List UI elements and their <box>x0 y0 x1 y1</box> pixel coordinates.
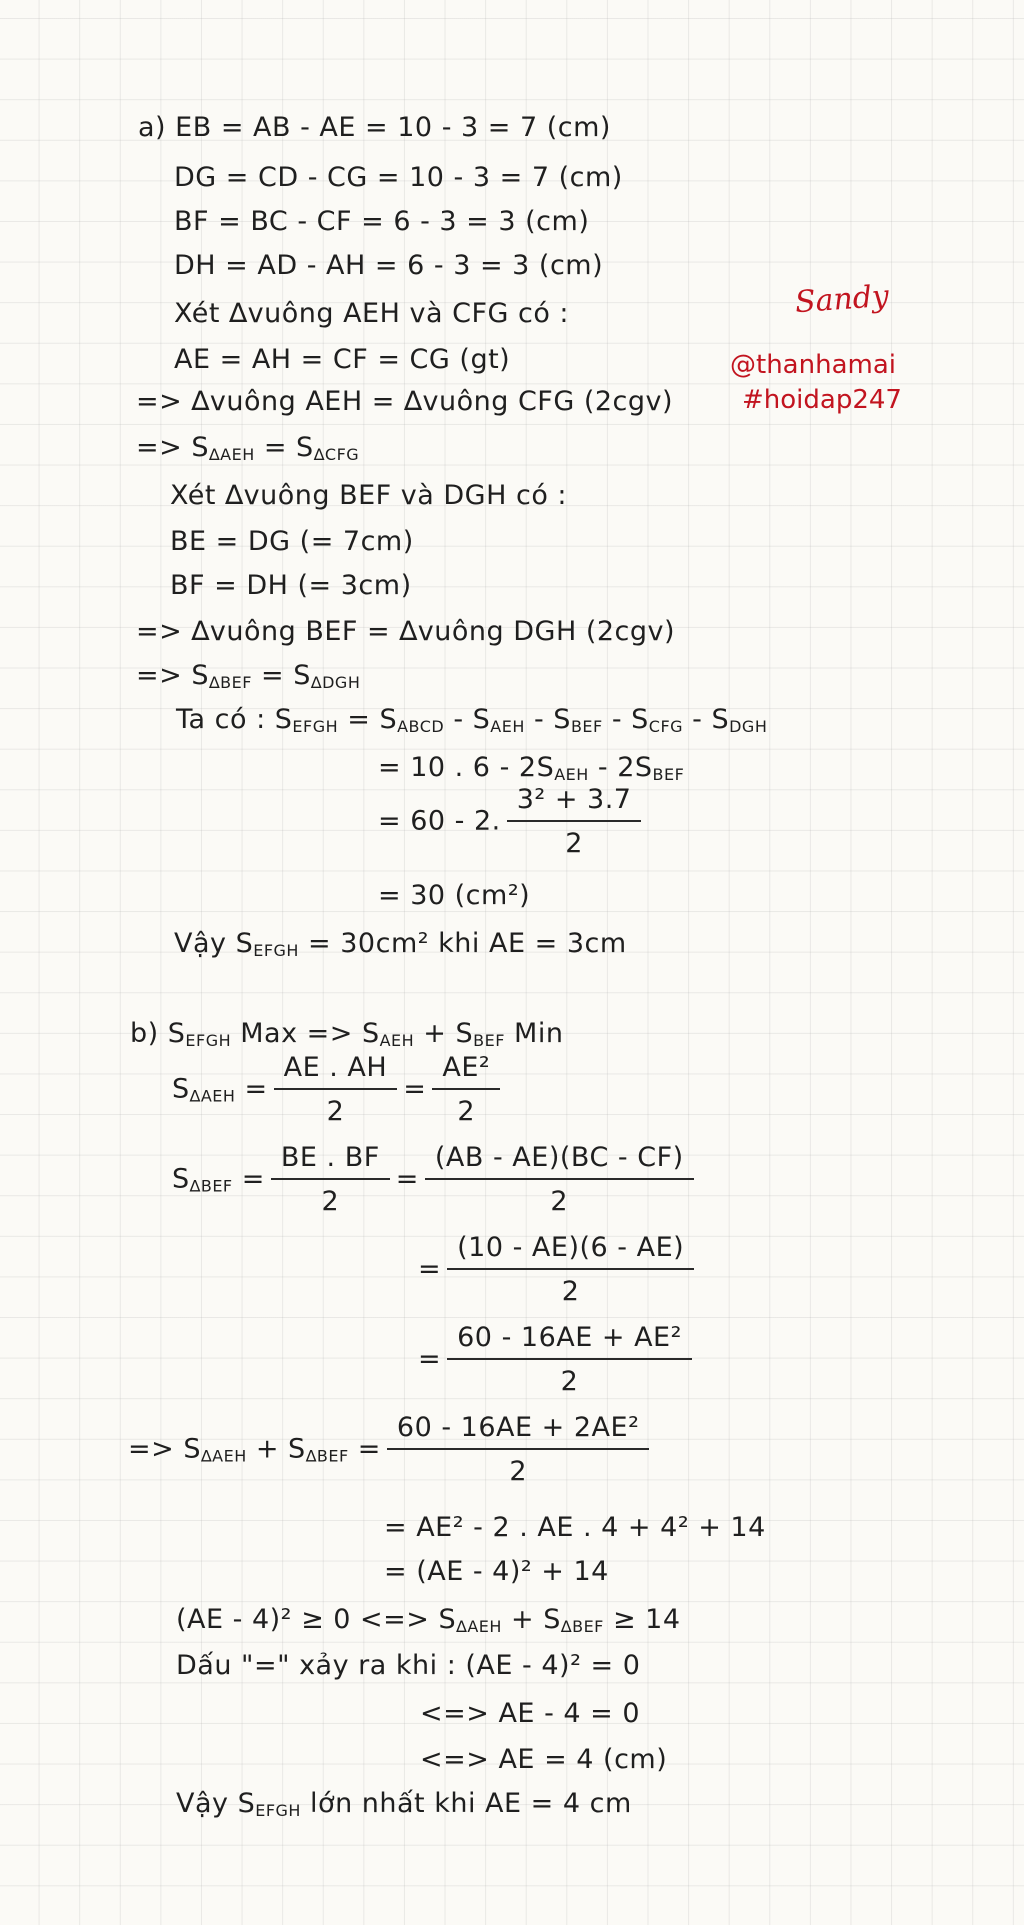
subscript: EFGH <box>255 1801 301 1820</box>
part-a-line-1: a) EB = AB - AE = 10 - 3 = 7 (cm) <box>138 112 611 143</box>
numerator: AE . AH <box>274 1052 398 1090</box>
text: + S <box>246 1433 306 1465</box>
subscript: ∆BEF <box>189 1176 233 1196</box>
subscript: ∆AEH <box>200 1446 247 1466</box>
fraction <box>425 1142 694 1218</box>
text: ≥ 14 <box>603 1604 681 1635</box>
denominator: 2 <box>321 1186 340 1217</box>
text: - S <box>524 704 571 735</box>
text: = <box>348 1433 381 1465</box>
denominator: 2 <box>561 1276 580 1307</box>
subscript: AEH <box>554 765 589 784</box>
subscript: AEH <box>490 717 525 736</box>
subscript: ∆AEH <box>189 1086 236 1106</box>
part-a-line-4: DH = AD - AH = 6 - 3 = 3 (cm) <box>174 250 604 281</box>
subscript: EFGH <box>253 941 299 960</box>
numerator: (AB - AE)(BC - CF) <box>425 1142 694 1180</box>
text: + S <box>414 1018 474 1049</box>
text: = <box>235 1073 268 1105</box>
fraction <box>507 784 642 860</box>
text: = <box>395 1163 419 1195</box>
watermark-handle: @thanhamai <box>730 350 896 380</box>
subscript: BEF <box>652 765 685 784</box>
part-a-line-12: => ∆vuông BEF = ∆vuông DGH (2cgv) <box>136 616 676 647</box>
watermark-tag: #hoidap247 <box>742 385 902 415</box>
denominator: 2 <box>457 1096 476 1127</box>
denominator: 2 <box>509 1456 527 1487</box>
area-step-2 <box>378 784 647 860</box>
text: = S <box>338 704 398 735</box>
fraction <box>432 1052 500 1128</box>
subscript: ∆CFG <box>313 445 360 464</box>
text: S <box>172 1163 190 1195</box>
text: = 10 . 6 - 2S <box>378 752 555 783</box>
text: - S <box>602 704 649 735</box>
fraction <box>271 1142 390 1218</box>
subscript: ∆AEH <box>456 1617 502 1636</box>
part-a-line-11: BF = DH (= 3cm) <box>170 570 412 601</box>
part-b-line-6 <box>128 1412 655 1488</box>
text: lớn nhất khi AE = 4 cm <box>300 1788 632 1819</box>
denominator: 2 <box>565 828 583 859</box>
part-b-line-7: = AE² - 2 . AE . 4 + 4² + 14 <box>384 1512 766 1543</box>
part-a-line-7: => ∆vuông AEH = ∆vuông CFG (2cgv) <box>136 386 674 417</box>
part-b-line-10: Dấu "=" xảy ra khi : (AE - 4)² = 0 <box>176 1650 641 1681</box>
text: = <box>418 1253 442 1285</box>
text: => S <box>136 660 209 691</box>
fraction <box>387 1412 649 1488</box>
text: Max => S <box>231 1018 380 1049</box>
numerator: BE . BF <box>271 1142 390 1180</box>
area-result: = 30 (cm²) <box>378 880 531 911</box>
part-a-line-6: AE = AH = CF = CG (gt) <box>174 344 511 375</box>
numerator: 60 - 16AE + AE² <box>447 1322 692 1360</box>
conclusion-a <box>174 928 627 967</box>
text: S <box>172 1073 190 1105</box>
text: Vậy S <box>174 928 254 959</box>
text: - S <box>444 704 491 735</box>
part-b-line-3 <box>172 1142 700 1218</box>
part-a-line-9: Xét ∆vuông BEF và DGH có : <box>170 480 568 511</box>
fraction <box>274 1052 398 1128</box>
numerator: (10 - AE)(6 - AE) <box>447 1232 694 1270</box>
fraction <box>447 1322 692 1398</box>
part-a-line-5: Xét ∆vuông AEH và CFG có : <box>174 298 570 329</box>
text: = 60 - 2. <box>378 805 501 837</box>
text: = <box>403 1073 427 1105</box>
subscript: EFGH <box>292 717 339 736</box>
numerator: 60 - 16AE + 2AE² <box>387 1412 649 1450</box>
part-b-line-2 <box>172 1052 506 1128</box>
part-a-line-2: DG = CD - CG = 10 - 3 = 7 (cm) <box>174 162 623 193</box>
part-b-line-12: <=> AE = 4 (cm) <box>420 1744 668 1775</box>
denominator: 2 <box>550 1186 569 1217</box>
text: + S <box>501 1604 561 1635</box>
subscript: ∆BEF <box>208 673 252 692</box>
area-formula <box>176 704 767 743</box>
signature: Sandy <box>793 278 891 321</box>
text: - S <box>683 704 730 735</box>
numerator: AE² <box>432 1052 500 1090</box>
subscript: ∆BEF <box>560 1617 604 1636</box>
text: = S <box>254 432 314 463</box>
subscript: EFGH <box>185 1031 232 1050</box>
part-a-line-8 <box>136 432 359 471</box>
subscript: ABCD <box>397 717 445 736</box>
text: = S <box>251 660 311 691</box>
text: - 2S <box>588 752 653 783</box>
text: (AE - 4)² ≥ 0 <=> S <box>176 1604 457 1635</box>
text: Ta có : S <box>176 704 293 735</box>
numerator: 3² + 3.7 <box>507 784 642 822</box>
text: = 30cm² khi AE = 3cm <box>298 928 627 959</box>
text: => S <box>136 432 209 463</box>
part-b-line-11: <=> AE - 4 = 0 <box>420 1698 641 1729</box>
text: => S <box>128 1433 201 1465</box>
text: Vậy S <box>176 1788 256 1819</box>
part-a-line-10: BE = DG (= 7cm) <box>170 526 414 557</box>
subscript: DGH <box>729 717 768 736</box>
subscript: CFG <box>648 717 684 736</box>
part-b-line-4 <box>418 1232 700 1308</box>
text: b) S <box>130 1018 186 1049</box>
subscript: AEH <box>379 1031 415 1050</box>
part-b-line-5 <box>418 1322 698 1398</box>
subscript: BEF <box>570 717 603 736</box>
conclusion-b <box>176 1788 632 1827</box>
subscript: BEF <box>473 1031 505 1050</box>
text: Min <box>504 1018 564 1049</box>
text: = <box>232 1163 265 1195</box>
part-b-line-8: = (AE - 4)² + 14 <box>384 1556 609 1587</box>
fraction <box>447 1232 694 1308</box>
denominator: 2 <box>326 1096 345 1127</box>
part-b-line-9 <box>176 1604 681 1643</box>
part-a-line-3: BF = BC - CF = 6 - 3 = 3 (cm) <box>174 206 590 237</box>
subscript: ∆AEH <box>208 445 255 464</box>
subscript: ∆BEF <box>305 1446 349 1466</box>
denominator: 2 <box>560 1366 579 1397</box>
subscript: ∆DGH <box>310 673 361 692</box>
part-a-line-13 <box>136 660 360 699</box>
text: = <box>418 1343 442 1375</box>
